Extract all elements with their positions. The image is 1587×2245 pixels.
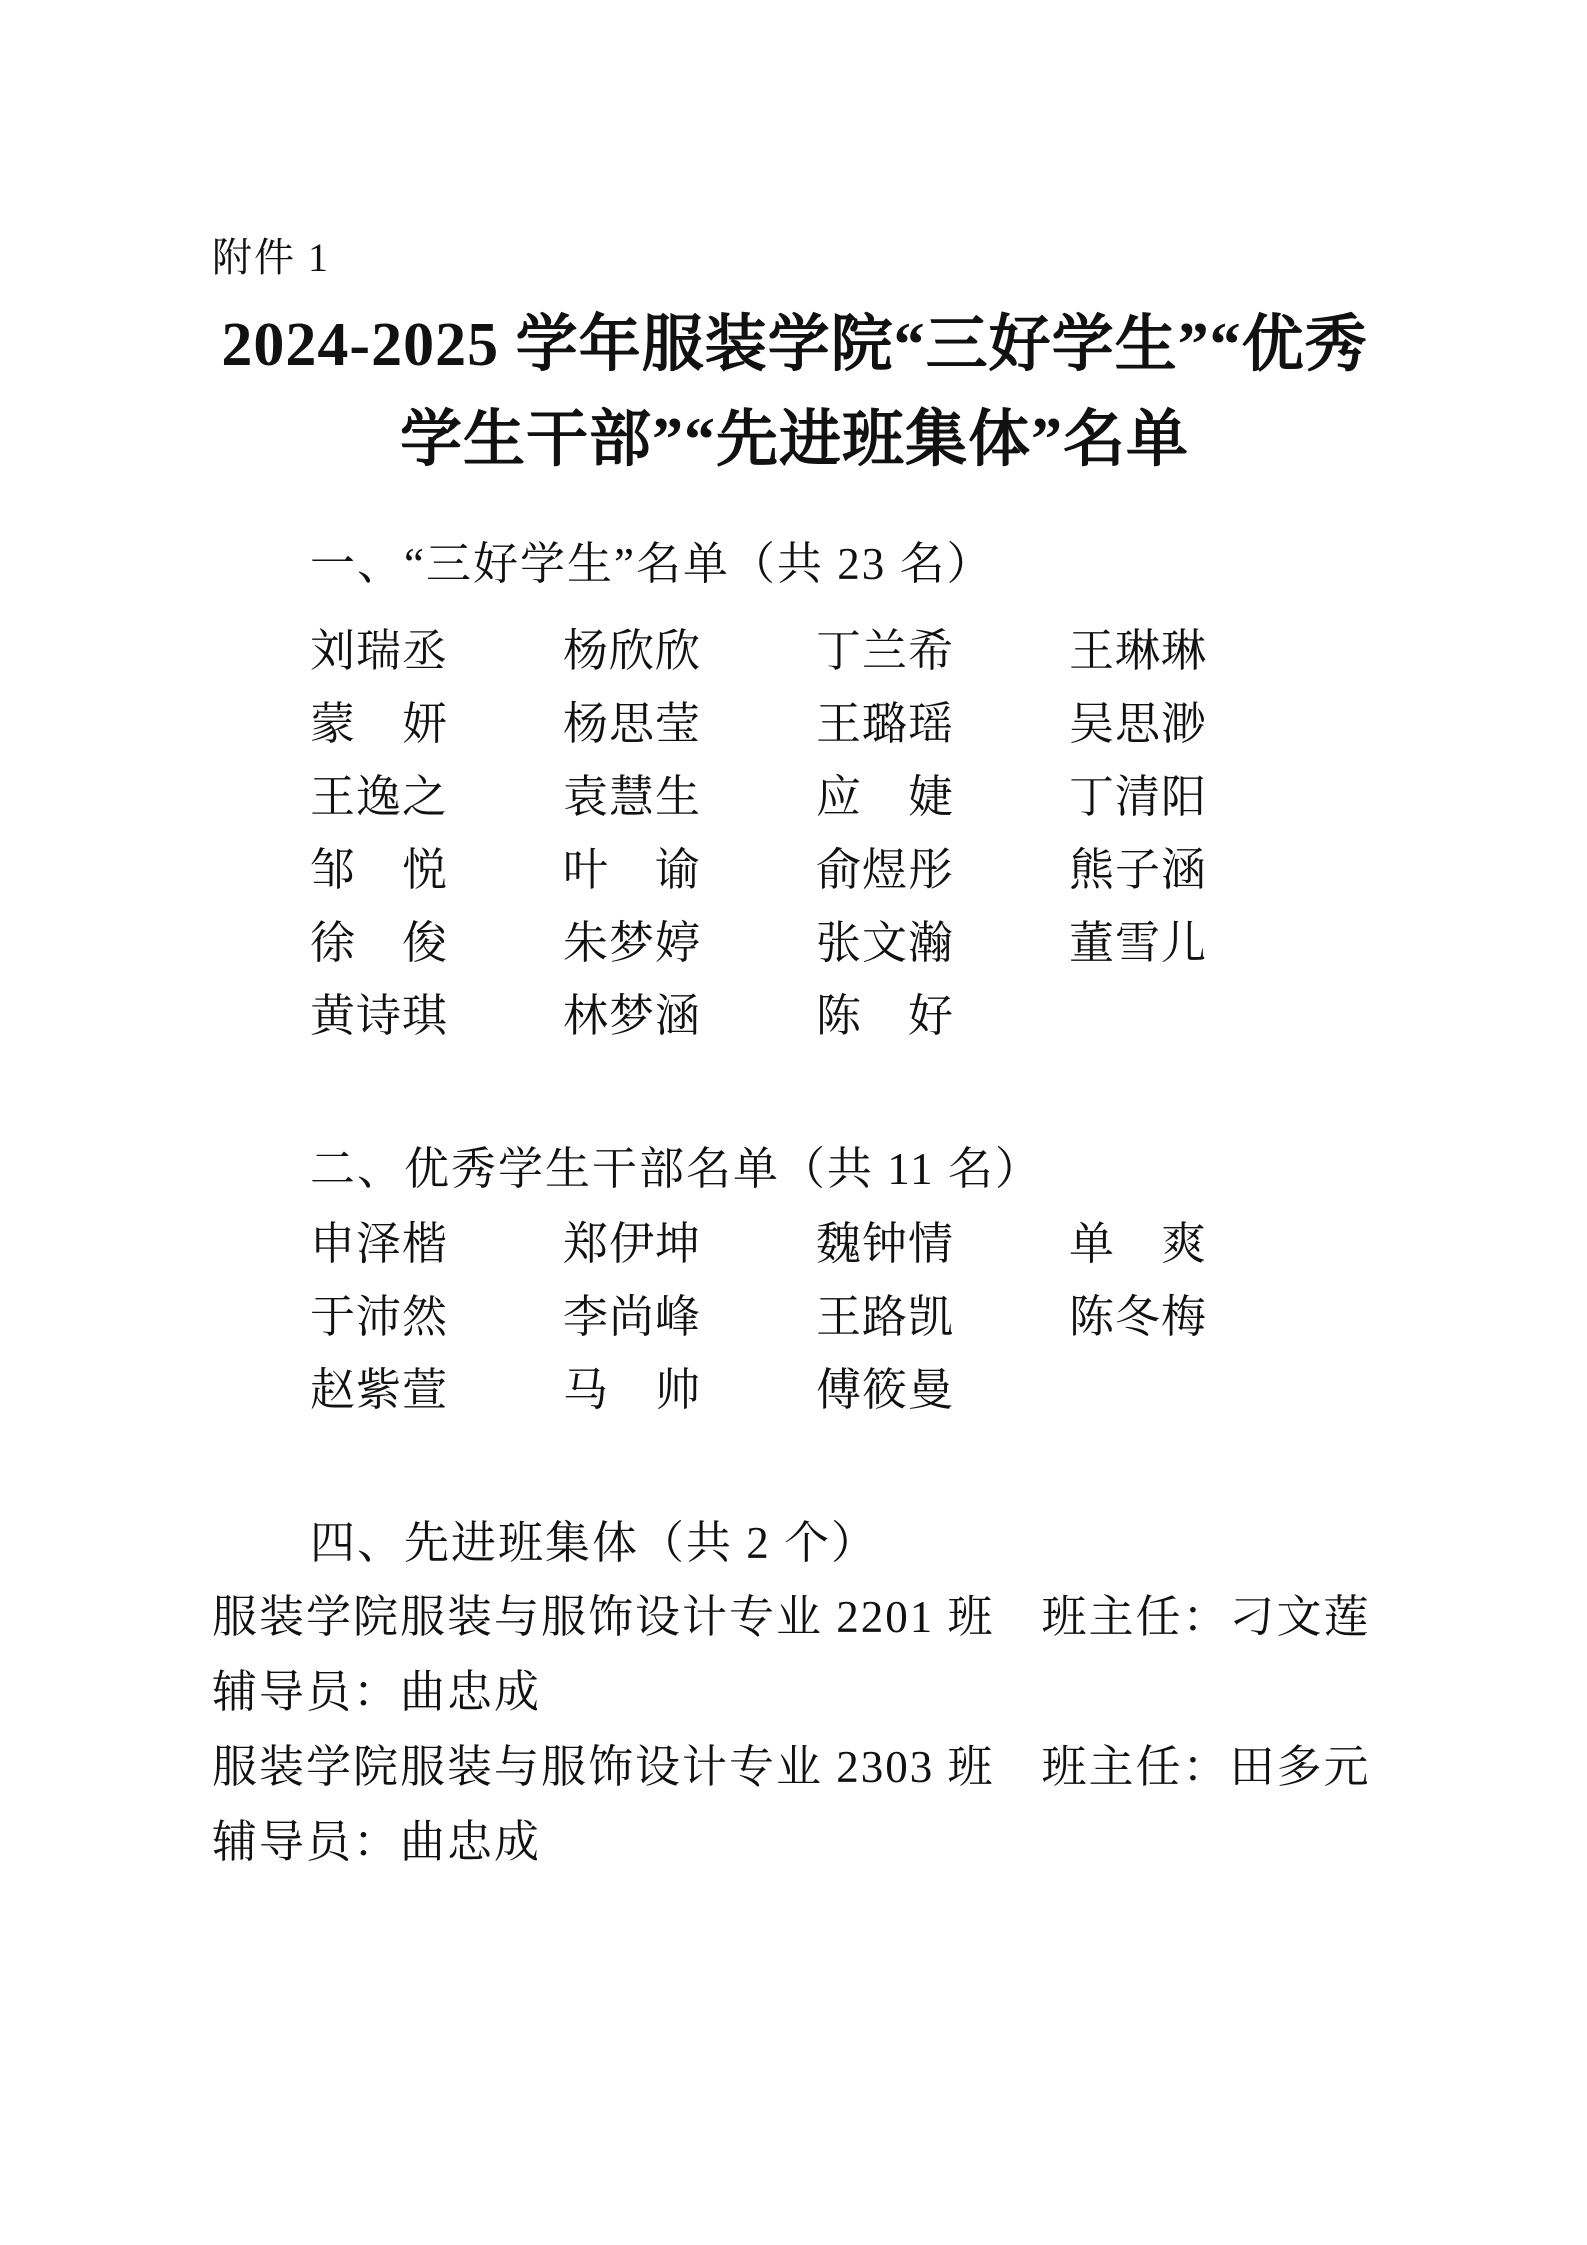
student-name: 王逸之: [310, 772, 449, 822]
student-name: 于沛然: [310, 1292, 449, 1342]
document-title: [212, 298, 1377, 488]
student-name: 吴思渺: [1069, 699, 1208, 749]
student-name: 黄诗琪: [310, 991, 449, 1041]
student-name: 陈 好: [816, 991, 955, 1041]
student-name: 魏钟情: [816, 1219, 955, 1269]
document-title-line-1: 2024-2025 学年服装学院“三好学生”“优秀: [221, 311, 1368, 379]
three-good-students-list: [212, 615, 1377, 1053]
student-name: 傅筱曼: [816, 1365, 955, 1415]
student-name: 赵紫萱: [310, 1365, 449, 1415]
student-name: 王路凯: [816, 1292, 955, 1342]
student-name: 刘瑞丞: [310, 626, 449, 676]
counselor-line: 辅导员：曲忠成: [212, 1817, 542, 1867]
student-name: 杨思莹: [563, 699, 702, 749]
student-name: 郑伊坤: [563, 1219, 702, 1269]
student-name: 俞煜彤: [816, 845, 955, 895]
student-name: 陈冬梅: [1069, 1292, 1208, 1342]
student-name: 单 爽: [1069, 1219, 1208, 1269]
student-name: 蒙 妍: [310, 699, 449, 749]
student-name: 丁兰希: [816, 626, 955, 676]
student-name: 杨欣欣: [563, 626, 702, 676]
student-name: 申泽楷: [310, 1219, 449, 1269]
student-name: 王琳琳: [1069, 626, 1208, 676]
student-name: 徐 俊: [310, 918, 449, 968]
student-name: 王璐瑶: [816, 699, 955, 749]
student-name: 林梦涵: [563, 991, 702, 1041]
advanced-classes-list: [212, 1580, 1377, 1880]
outstanding-cadres-list: [212, 1208, 1377, 1427]
section-heading-outstanding-cadres: 二、优秀学生干部名单（共 11 名）: [310, 1144, 1042, 1194]
student-name: 朱梦婷: [563, 918, 702, 968]
student-name: 熊子涵: [1069, 845, 1208, 895]
section-heading-advanced-classes: 四、先进班集体（共 2 个）: [310, 1518, 879, 1568]
class-line: 服装学院服装与服饰设计专业 2303 班 班主任：田多元: [212, 1742, 1371, 1792]
student-name: 袁慧生: [563, 772, 702, 822]
student-name: 叶 谕: [563, 845, 702, 895]
counselor-line: 辅导员：曲忠成: [212, 1667, 542, 1717]
student-name: 应 婕: [816, 772, 955, 822]
student-name: 张文瀚: [816, 918, 955, 968]
document-title-line-2: 学生干部”“先进班集体”名单: [399, 406, 1189, 474]
student-name: 董雪儿: [1069, 918, 1208, 968]
student-name: 丁清阳: [1069, 772, 1208, 822]
section-heading-three-good-students: 一、“三好学生”名单（共 23 名）: [310, 539, 994, 589]
attachment-label: 附件 1: [212, 235, 330, 280]
student-name: 邹 悦: [310, 845, 449, 895]
student-name: 李尚峰: [563, 1292, 702, 1342]
class-line: 服装学院服装与服饰设计专业 2201 班 班主任：刁文莲: [212, 1592, 1371, 1642]
student-name: 马 帅: [563, 1365, 702, 1415]
